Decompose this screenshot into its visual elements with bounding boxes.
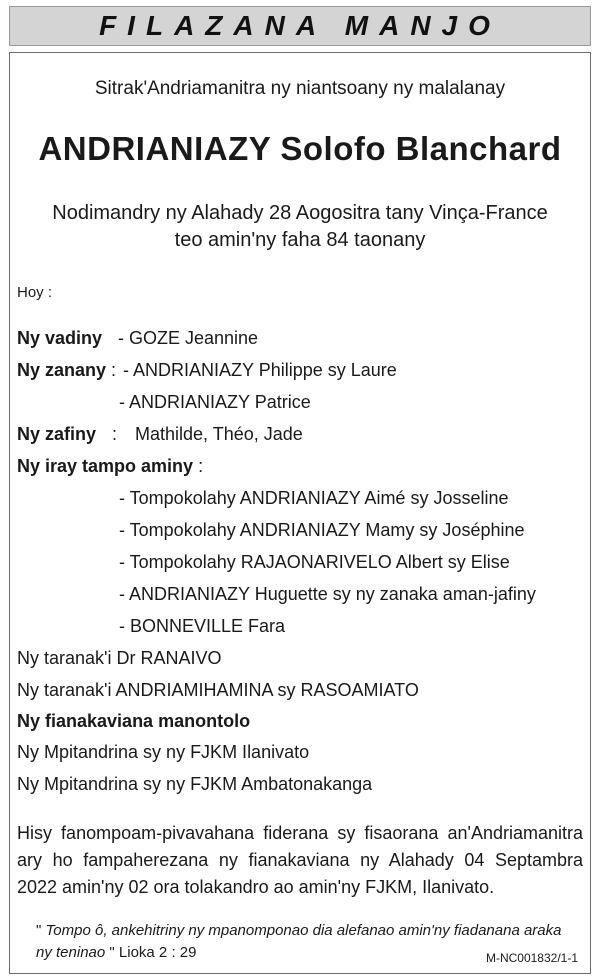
church-line: Ny Mpitandrina sy ny FJKM Ambatonakanga <box>17 774 373 794</box>
sibling-item: - Tompokolahy RAJAONARIVELO Albert sy Elise <box>119 552 510 572</box>
death-info <box>0 200 600 254</box>
sibling-item: - ANDRIANIAZY Huguette sy ny zanaka aman-jafiny <box>119 584 536 604</box>
children-sep: : <box>106 360 117 380</box>
siblings-row <box>17 456 203 477</box>
spouse-label: Ny vadiny <box>17 328 103 348</box>
sibling-item: - BONNEVILLE Fara <box>119 616 286 636</box>
quote-text: Tompo ô, ankehitriny ny mpanomponao dia alefanao amin'ny fiadanana araka ny teninao <box>36 922 562 961</box>
family-line: Ny taranak'i Dr RANAIVO <box>17 648 222 668</box>
grandchildren-value: Mathilde, Théo, Jade <box>135 424 303 444</box>
church-line: Ny Mpitandrina sy ny FJKM Ilanivato <box>17 742 310 762</box>
siblings-label: Ny iray tampo aminy <box>17 456 194 476</box>
intro-text: Sitrak'Andriamanitra ny niantsoany ny malalanay <box>94 78 506 99</box>
grandchildren-label: Ny zafiny <box>17 424 97 444</box>
deceased-name: ANDRIANIAZY Solofo Blanchard <box>38 130 562 167</box>
quote-ref: Lioka 2 : 29 <box>118 944 197 961</box>
siblings-sep: : <box>193 456 204 476</box>
sibling-item: - Tompokolahy ANDRIANIAZY Mamy sy Joséphine <box>119 520 525 540</box>
death-line-1: Nodimandry ny Alahady 28 Aogositra tany Vinça-France <box>52 202 548 224</box>
grandchildren-sep: : <box>112 424 118 444</box>
sibling-item: - Tompokolahy ANDRIANIAZY Aimé sy Josseline <box>119 488 509 508</box>
notice-title: FILAZANA MANJO <box>99 10 501 41</box>
quote-open: " <box>36 922 46 939</box>
grandchildren-row <box>17 424 96 445</box>
death-line-2: teo amin'ny faha 84 taonany <box>174 229 426 251</box>
quote-close: " <box>105 944 119 961</box>
spouse-value: - GOZE Jeannine <box>118 328 259 348</box>
header-band <box>9 6 591 46</box>
hoy-label: Hoy : <box>17 284 53 301</box>
spouse-row <box>17 328 102 349</box>
child-1: - ANDRIANIAZY Philippe sy Laure <box>123 360 397 380</box>
children-row <box>17 360 116 381</box>
children-label: Ny zanany <box>17 360 107 380</box>
service-announcement: Hisy fanompoam-pivavahana fiderana sy fisaorana an'Andriamanitra ary ho fampaherezana ny fianakaviana ny Alahady 04 Septambra 2022 amin'ny 02 ora tolakandro ao amin'ny FJKM, Ilanivato. <box>17 823 583 897</box>
child-2: - ANDRIANIAZY Patrice <box>119 392 311 412</box>
reference-code: M-NC001832/1-1 <box>485 951 578 965</box>
family-whole: Ny fianakaviana manontolo <box>17 711 251 731</box>
family-line: Ny taranak'i ANDRIAMIHAMINA sy RASOAMIATO <box>17 680 419 700</box>
